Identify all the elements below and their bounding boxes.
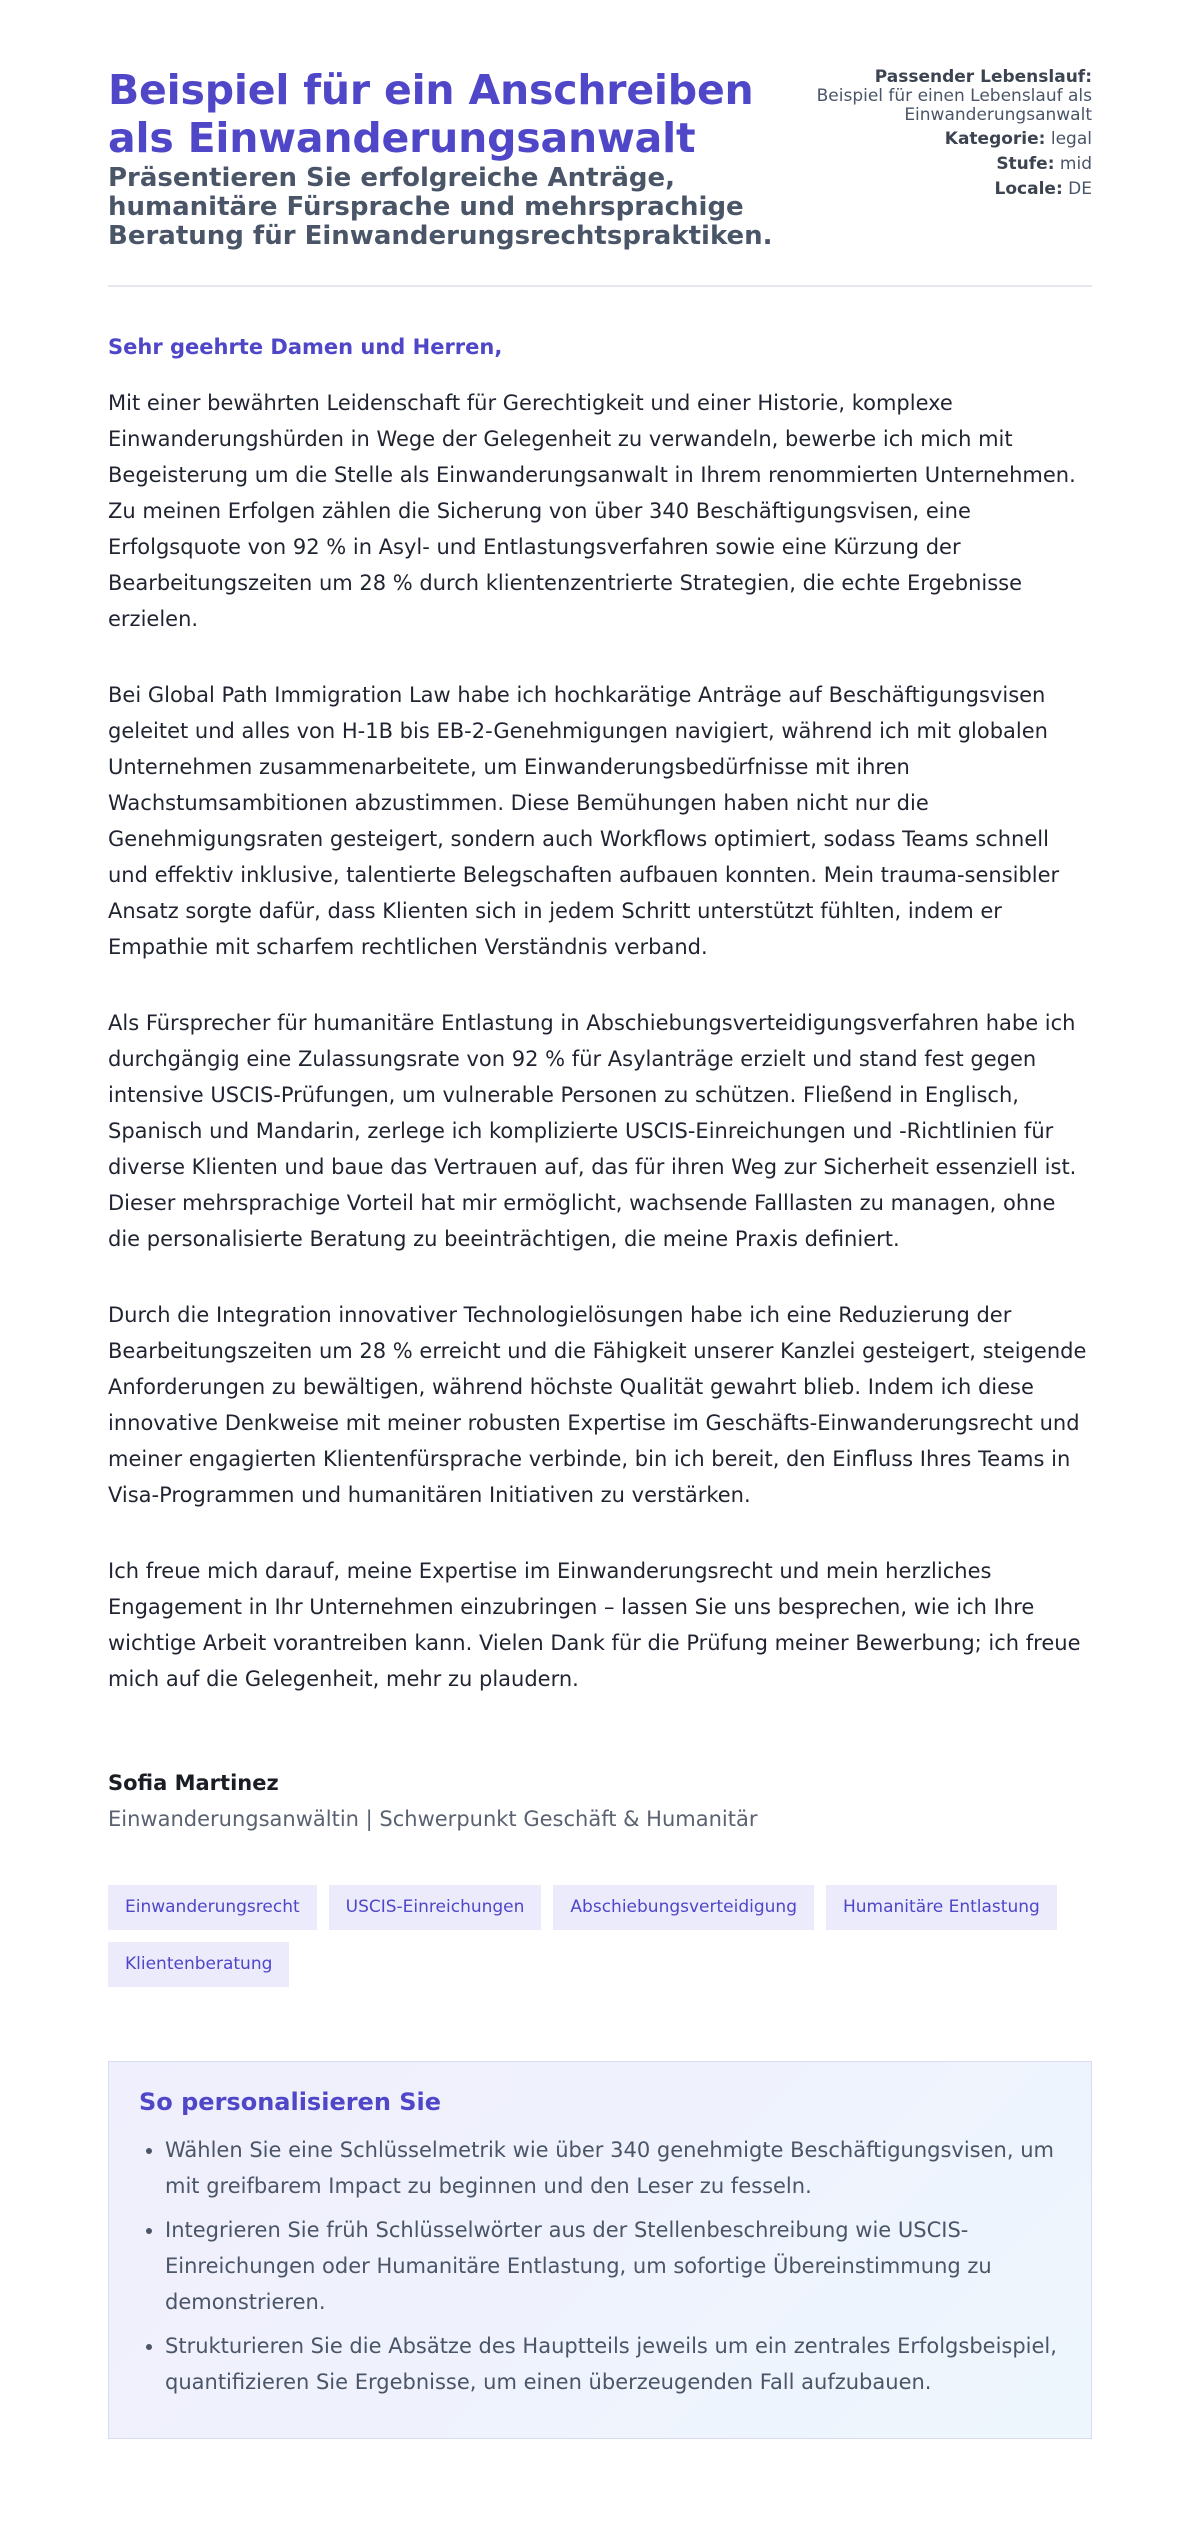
meta-locale [816, 179, 1092, 200]
skill-tags [108, 1885, 1108, 1987]
meta-locale-label: Locale: [994, 179, 1063, 199]
tag: Einwanderungsrecht [108, 1885, 317, 1930]
tag: Klientenberatung [108, 1942, 289, 1987]
tips-list [139, 2132, 1061, 2400]
paragraph: Mit einer bewährten Leidenschaft für Gerechtigkeit und einer Historie, komplexe Einwanderungshürden in Wege der Gelegenheit zu verwandeln, bewerbe ich mich mit Begeisterung um die Stelle als Einwanderungsanwalt in Ihrem renommierten Unternehmen. Zu meinen Erfolgen zählen die Sicherung von über 340 Beschäftigungsvisen, eine Erfolgsquote von 92 % in Asyl- und Entlastungsverfahren sowie eine Kürzung der Bearbeitungszeiten um 28 % durch klientenzentrierte Strategien, die echte Ergebnisse erzielen. [108, 391, 1076, 631]
paragraph: Als Fürsprecher für humanitäre Entlastung in Abschiebungsverteidigungsverfahren habe ich durchgängig eine Zulassungsrate von 92 % für Asylanträge erzielt und stand fest gegen intensive USCIS-Prüfungen, um vulnerable Personen zu schützen. Fließend in Englisch, Spanisch und Mandarin, zerlege ich komplizierte USCIS-Einreichungen und -Richtlinien für diverse Klienten und baue das Vertrauen auf, das für ihren Weg zur Sicherheit essenziell ist. Dieser mehrsprachige Vorteil hat mir ermöglicht, wachsende Falllasten zu managen, ohne die personalisierte Beratung zu beeinträchtigen, die meine Praxis definiert. [108, 1011, 1077, 1251]
tag: USCIS-Einreichungen [329, 1885, 542, 1930]
tip-item: • Strukturieren Sie die Absätze des Hauptteils jeweils um ein zentrales Erfolgsbeispiel, quantifizieren Sie Ergebnisse, um einen überzeugenden Fall aufzubauen. [165, 2328, 1061, 2400]
page-title: Beispiel für ein Anschreiben als Einwanderungsanwalt [108, 66, 754, 162]
greeting: Sehr geehrte Damen und Herren, [108, 335, 503, 359]
paragraph: Durch die Integration innovativer Technologielösungen habe ich eine Reduzierung der Bearbeitungszeiten um 28 % erreicht und die Fähigkeit unserer Kanzlei gesteigert, steigende Anforderungen zu bewältigen, während höchste Qualität gewahrt blieb. Indem ich diese innovative Denkweise mit meiner robusten Expertise im Geschäfts-Einwanderungsrecht und meiner engagierten Klientenfürsprache verbinde, bin ich bereit, den Einfluss Ihres Teams in Visa-Programmen und humanitären Initiativen zu verstärken. [108, 1303, 1087, 1507]
signature-title: Einwanderungsanwältin | Schwerpunkt Geschäft & Humanitär [108, 1807, 758, 1831]
personalization-tips [108, 2061, 1092, 2439]
meta-locale-value: DE [1068, 179, 1092, 199]
signature-name: Sofia Martinez [108, 1771, 279, 1795]
paragraph: Ich freue mich darauf, meine Expertise im Einwanderungsrecht und mein herzliches Engagement in Ihr Unternehmen einzubringen – lassen Sie uns besprechen, wie ich Ihre wichtige Arbeit vorantreiben kann. Vielen Dank für die Prüfung meiner Bewerbung; ich freue mich auf die Gelegenheit, mehr zu plaudern. [108, 1559, 1081, 1691]
letter-body [108, 335, 1092, 1831]
meta-level-value: mid [1059, 154, 1092, 174]
tag: Humanitäre Entlastung [826, 1885, 1057, 1930]
meta-resume [816, 68, 1092, 125]
tips-title: So personalisieren Sie [139, 2088, 442, 2116]
meta-category-label: Kategorie: [944, 129, 1046, 149]
meta-category [816, 129, 1092, 150]
meta-resume-label: Passender Lebenslauf: [874, 67, 1092, 87]
page-header [108, 66, 1092, 287]
meta-level-label: Stufe: [996, 154, 1055, 174]
meta-resume-value: Beispiel für einen Lebenslauf als Einwanderungsanwalt [816, 86, 1092, 125]
meta-level [816, 154, 1092, 175]
page-subtitle: Präsentieren Sie erfolgreiche Anträge, humanitäre Fürsprache und mehrsprachige Beratung für Einwanderungsrechtspraktiken. [108, 163, 773, 251]
paragraph: Bei Global Path Immigration Law habe ich hochkarätige Anträge auf Beschäftigungsvisen geleitet und alles von H-1B bis EB-2-Genehmigungen navigiert, während ich mit globalen Unternehmen zusammenarbeitete, um Einwanderungsbedürfnisse mit ihren Wachstumsambitionen abzustimmen. Diese Bemühungen haben nicht nur die Genehmigungsraten gesteigert, sondern auch Workflows optimiert, sodass Teams schnell und effektiv inklusive, talentierte Belegschaften aufbauen konnten. Mein trauma-sensibler Ansatz sorgte dafür, dass Klienten sich in jedem Schritt unterstützt fühlten, indem er Empathie mit scharfem rechtlichen Verständnis verband. [108, 683, 1060, 959]
meta-panel [816, 66, 1092, 204]
meta-category-value: legal [1050, 129, 1092, 149]
tag: Abschiebungsverteidigung [553, 1885, 814, 1930]
title-block [108, 66, 816, 251]
tip-item: • Wählen Sie eine Schlüsselmetrik wie über 340 genehmigte Beschäftigungsvisen, um mit greifbarem Impact zu beginnen und den Leser zu fesseln. [165, 2132, 1061, 2204]
tip-item: • Integrieren Sie früh Schlüsselwörter aus der Stellenbeschreibung wie USCIS-Einreichungen oder Humanitäre Entlastung, um sofortige Übereinstimmung zu demonstrieren. [165, 2212, 1061, 2320]
